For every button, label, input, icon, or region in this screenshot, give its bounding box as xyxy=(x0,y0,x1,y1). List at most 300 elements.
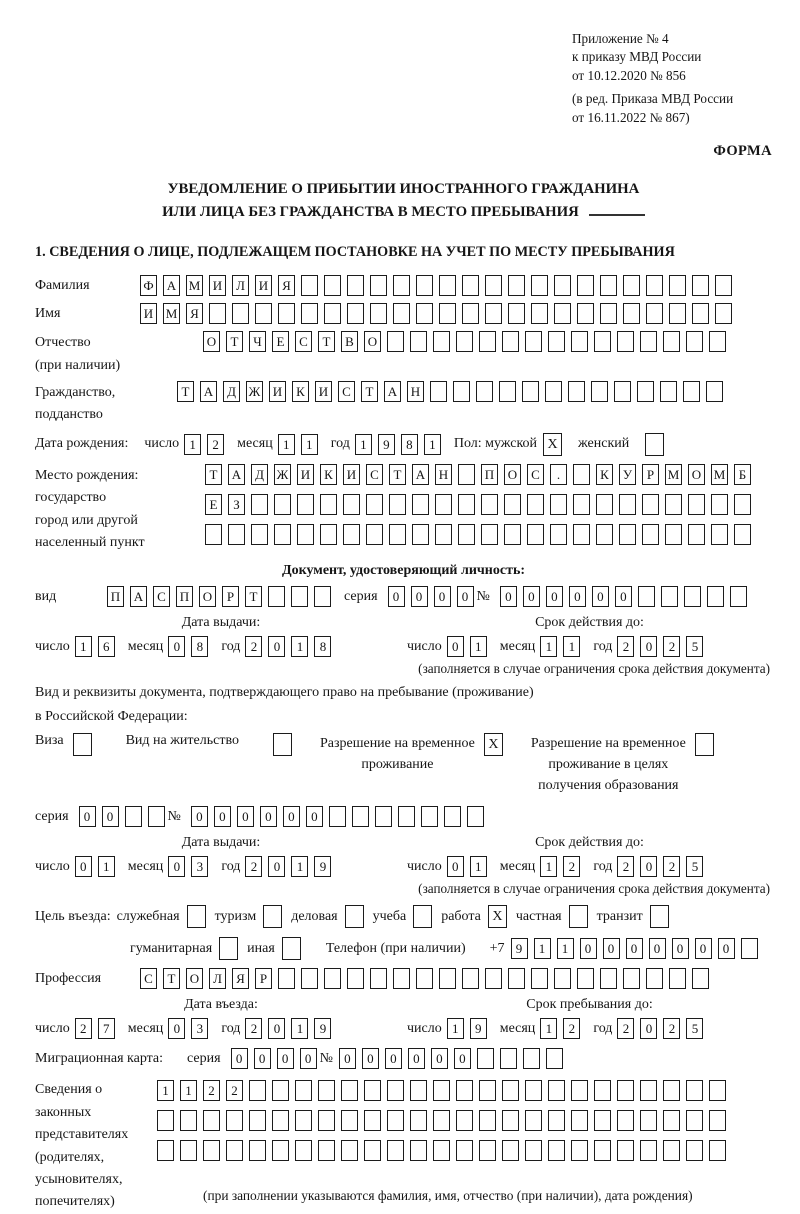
char-cell[interactable] xyxy=(686,1110,703,1131)
char-cell[interactable] xyxy=(232,303,249,324)
char-cell[interactable] xyxy=(387,1080,404,1101)
char-cell[interactable]: 0 xyxy=(615,586,632,607)
char-cell[interactable] xyxy=(301,303,318,324)
char-cell[interactable] xyxy=(412,524,429,545)
char-cell[interactable]: З xyxy=(228,494,245,515)
char-cell[interactable] xyxy=(527,524,544,545)
char-cell[interactable] xyxy=(640,1080,657,1101)
char-cell[interactable] xyxy=(314,586,331,607)
char-cell[interactable] xyxy=(594,1110,611,1131)
char-cell[interactable] xyxy=(366,494,383,515)
char-cell[interactable] xyxy=(684,586,701,607)
char-cell[interactable] xyxy=(410,331,427,352)
char-cell[interactable] xyxy=(669,303,686,324)
char-cell[interactable] xyxy=(226,1140,243,1161)
temp-permit-checkbox[interactable]: X xyxy=(484,733,503,756)
char-cell[interactable]: 0 xyxy=(640,1018,657,1039)
char-cell[interactable]: Т xyxy=(318,331,335,352)
purpose-tranzit-checkbox[interactable] xyxy=(650,905,669,928)
char-cell[interactable]: Т xyxy=(177,381,194,402)
char-cell[interactable]: О xyxy=(203,331,220,352)
char-cell[interactable] xyxy=(410,1110,427,1131)
char-cell[interactable]: Ф xyxy=(140,275,157,296)
char-cell[interactable]: Т xyxy=(389,464,406,485)
char-cell[interactable]: 8 xyxy=(191,636,208,657)
char-cell[interactable]: 0 xyxy=(191,806,208,827)
char-cell[interactable]: 0 xyxy=(362,1048,379,1069)
char-cell[interactable]: 1 xyxy=(355,434,372,455)
char-cell[interactable] xyxy=(272,1080,289,1101)
char-cell[interactable]: 0 xyxy=(434,586,451,607)
char-cell[interactable] xyxy=(341,1140,358,1161)
char-cell[interactable] xyxy=(329,806,346,827)
char-cell[interactable] xyxy=(485,968,502,989)
char-cell[interactable] xyxy=(577,303,594,324)
char-cell[interactable] xyxy=(525,1140,542,1161)
char-cell[interactable]: Т xyxy=(226,331,243,352)
char-cell[interactable]: 0 xyxy=(268,636,285,657)
char-cell[interactable] xyxy=(458,524,475,545)
char-cell[interactable]: 9 xyxy=(378,434,395,455)
char-cell[interactable]: Л xyxy=(232,275,249,296)
char-cell[interactable] xyxy=(157,1140,174,1161)
char-cell[interactable] xyxy=(180,1140,197,1161)
char-cell[interactable]: 1 xyxy=(540,636,557,657)
char-cell[interactable]: О xyxy=(688,464,705,485)
char-cell[interactable] xyxy=(548,331,565,352)
temp-permit-edu-checkbox[interactable] xyxy=(695,733,714,756)
char-cell[interactable]: 1 xyxy=(157,1080,174,1101)
char-cell[interactable] xyxy=(485,303,502,324)
char-cell[interactable] xyxy=(453,381,470,402)
char-cell[interactable] xyxy=(640,1110,657,1131)
char-cell[interactable]: Я xyxy=(278,275,295,296)
char-cell[interactable]: М xyxy=(186,275,203,296)
char-cell[interactable] xyxy=(456,1080,473,1101)
char-cell[interactable] xyxy=(709,1080,726,1101)
char-cell[interactable] xyxy=(663,331,680,352)
char-cell[interactable] xyxy=(741,938,758,959)
char-cell[interactable] xyxy=(525,1080,542,1101)
purpose-delovaya-checkbox[interactable] xyxy=(345,905,364,928)
char-cell[interactable] xyxy=(366,524,383,545)
char-cell[interactable] xyxy=(433,1110,450,1131)
char-cell[interactable]: С xyxy=(527,464,544,485)
char-cell[interactable]: С xyxy=(140,968,157,989)
char-cell[interactable] xyxy=(640,1140,657,1161)
char-cell[interactable]: 2 xyxy=(203,1080,220,1101)
char-cell[interactable] xyxy=(416,968,433,989)
char-cell[interactable] xyxy=(596,524,613,545)
char-cell[interactable]: 8 xyxy=(314,636,331,657)
char-cell[interactable] xyxy=(341,1080,358,1101)
char-cell[interactable] xyxy=(734,494,751,515)
char-cell[interactable] xyxy=(596,494,613,515)
char-cell[interactable] xyxy=(458,494,475,515)
char-cell[interactable] xyxy=(477,1048,494,1069)
char-cell[interactable]: 2 xyxy=(563,1018,580,1039)
char-cell[interactable] xyxy=(352,806,369,827)
char-cell[interactable] xyxy=(577,275,594,296)
char-cell[interactable] xyxy=(500,1048,517,1069)
char-cell[interactable] xyxy=(364,1140,381,1161)
char-cell[interactable]: О xyxy=(364,331,381,352)
char-cell[interactable]: Т xyxy=(361,381,378,402)
char-cell[interactable] xyxy=(249,1110,266,1131)
char-cell[interactable] xyxy=(456,1110,473,1131)
char-cell[interactable]: К xyxy=(292,381,309,402)
char-cell[interactable] xyxy=(272,1140,289,1161)
char-cell[interactable] xyxy=(502,1080,519,1101)
char-cell[interactable]: Д xyxy=(223,381,240,402)
char-cell[interactable] xyxy=(393,303,410,324)
char-cell[interactable] xyxy=(499,381,516,402)
char-cell[interactable] xyxy=(324,303,341,324)
char-cell[interactable] xyxy=(568,381,585,402)
char-cell[interactable] xyxy=(301,275,318,296)
char-cell[interactable] xyxy=(591,381,608,402)
char-cell[interactable]: 3 xyxy=(191,1018,208,1039)
char-cell[interactable]: 0 xyxy=(454,1048,471,1069)
char-cell[interactable]: И xyxy=(269,381,286,402)
char-cell[interactable] xyxy=(554,968,571,989)
char-cell[interactable] xyxy=(669,968,686,989)
char-cell[interactable] xyxy=(692,968,709,989)
char-cell[interactable]: М xyxy=(163,303,180,324)
char-cell[interactable] xyxy=(709,331,726,352)
char-cell[interactable] xyxy=(619,494,636,515)
char-cell[interactable]: 1 xyxy=(534,938,551,959)
char-cell[interactable]: А xyxy=(163,275,180,296)
char-cell[interactable]: П xyxy=(481,464,498,485)
char-cell[interactable]: С xyxy=(366,464,383,485)
char-cell[interactable]: 1 xyxy=(447,1018,464,1039)
char-cell[interactable]: К xyxy=(320,464,337,485)
char-cell[interactable]: 9 xyxy=(470,1018,487,1039)
char-cell[interactable] xyxy=(548,1110,565,1131)
char-cell[interactable] xyxy=(594,1140,611,1161)
char-cell[interactable]: 2 xyxy=(663,1018,680,1039)
char-cell[interactable]: 0 xyxy=(718,938,735,959)
char-cell[interactable]: 2 xyxy=(75,1018,92,1039)
char-cell[interactable] xyxy=(458,464,475,485)
char-cell[interactable] xyxy=(638,586,655,607)
char-cell[interactable] xyxy=(642,494,659,515)
char-cell[interactable] xyxy=(594,1080,611,1101)
char-cell[interactable] xyxy=(522,381,539,402)
char-cell[interactable] xyxy=(435,524,452,545)
char-cell[interactable] xyxy=(433,331,450,352)
char-cell[interactable]: А xyxy=(228,464,245,485)
char-cell[interactable]: 2 xyxy=(617,636,634,657)
char-cell[interactable]: 0 xyxy=(168,856,185,877)
char-cell[interactable] xyxy=(410,1080,427,1101)
char-cell[interactable] xyxy=(706,381,723,402)
char-cell[interactable] xyxy=(203,1110,220,1131)
char-cell[interactable] xyxy=(637,381,654,402)
char-cell[interactable] xyxy=(295,1140,312,1161)
char-cell[interactable] xyxy=(711,524,728,545)
char-cell[interactable] xyxy=(600,275,617,296)
char-cell[interactable] xyxy=(456,1140,473,1161)
char-cell[interactable]: И xyxy=(297,464,314,485)
char-cell[interactable] xyxy=(688,524,705,545)
char-cell[interactable]: 0 xyxy=(231,1048,248,1069)
char-cell[interactable]: Р xyxy=(222,586,239,607)
char-cell[interactable]: О xyxy=(504,464,521,485)
char-cell[interactable] xyxy=(320,524,337,545)
char-cell[interactable] xyxy=(249,1080,266,1101)
char-cell[interactable] xyxy=(571,1110,588,1131)
char-cell[interactable]: 0 xyxy=(672,938,689,959)
char-cell[interactable]: Я xyxy=(186,303,203,324)
char-cell[interactable]: 0 xyxy=(695,938,712,959)
char-cell[interactable] xyxy=(439,968,456,989)
residence-permit-checkbox[interactable] xyxy=(273,733,292,756)
char-cell[interactable] xyxy=(504,524,521,545)
char-cell[interactable] xyxy=(347,275,364,296)
char-cell[interactable] xyxy=(341,1110,358,1131)
char-cell[interactable]: Д xyxy=(251,464,268,485)
char-cell[interactable] xyxy=(525,331,542,352)
purpose-sluzhebnaya-checkbox[interactable] xyxy=(187,905,206,928)
char-cell[interactable]: Ж xyxy=(274,464,291,485)
char-cell[interactable] xyxy=(508,275,525,296)
char-cell[interactable] xyxy=(439,303,456,324)
char-cell[interactable] xyxy=(444,806,461,827)
char-cell[interactable] xyxy=(546,1048,563,1069)
char-cell[interactable]: 0 xyxy=(300,1048,317,1069)
char-cell[interactable]: С xyxy=(153,586,170,607)
char-cell[interactable] xyxy=(370,303,387,324)
sex-male-checkbox[interactable]: X xyxy=(543,433,562,456)
char-cell[interactable] xyxy=(387,331,404,352)
char-cell[interactable]: 0 xyxy=(237,806,254,827)
char-cell[interactable] xyxy=(660,381,677,402)
char-cell[interactable] xyxy=(320,494,337,515)
char-cell[interactable]: 3 xyxy=(191,856,208,877)
char-cell[interactable] xyxy=(278,968,295,989)
char-cell[interactable] xyxy=(525,1110,542,1131)
char-cell[interactable]: 2 xyxy=(245,1018,262,1039)
char-cell[interactable] xyxy=(646,303,663,324)
char-cell[interactable] xyxy=(370,968,387,989)
char-cell[interactable] xyxy=(523,1048,540,1069)
char-cell[interactable] xyxy=(617,1140,634,1161)
char-cell[interactable]: 1 xyxy=(563,636,580,657)
char-cell[interactable] xyxy=(617,331,634,352)
char-cell[interactable] xyxy=(479,1110,496,1131)
char-cell[interactable]: Р xyxy=(255,968,272,989)
char-cell[interactable]: Т xyxy=(163,968,180,989)
char-cell[interactable] xyxy=(456,331,473,352)
char-cell[interactable] xyxy=(600,303,617,324)
char-cell[interactable]: Я xyxy=(232,968,249,989)
char-cell[interactable] xyxy=(707,586,724,607)
char-cell[interactable]: С xyxy=(295,331,312,352)
char-cell[interactable]: 9 xyxy=(314,856,331,877)
char-cell[interactable] xyxy=(730,586,747,607)
char-cell[interactable] xyxy=(387,1140,404,1161)
char-cell[interactable] xyxy=(550,494,567,515)
char-cell[interactable] xyxy=(416,303,433,324)
char-cell[interactable]: А xyxy=(130,586,147,607)
char-cell[interactable] xyxy=(688,494,705,515)
char-cell[interactable]: П xyxy=(176,586,193,607)
char-cell[interactable] xyxy=(692,275,709,296)
char-cell[interactable]: Р xyxy=(642,464,659,485)
char-cell[interactable] xyxy=(209,303,226,324)
char-cell[interactable] xyxy=(617,1110,634,1131)
char-cell[interactable]: 1 xyxy=(557,938,574,959)
char-cell[interactable] xyxy=(249,1140,266,1161)
char-cell[interactable] xyxy=(686,331,703,352)
title-blank-line[interactable] xyxy=(589,202,645,216)
char-cell[interactable]: . xyxy=(550,464,567,485)
char-cell[interactable]: О xyxy=(199,586,216,607)
char-cell[interactable]: 5 xyxy=(686,1018,703,1039)
char-cell[interactable] xyxy=(623,303,640,324)
char-cell[interactable]: 2 xyxy=(207,434,224,455)
char-cell[interactable] xyxy=(274,524,291,545)
char-cell[interactable] xyxy=(663,1110,680,1131)
char-cell[interactable] xyxy=(692,303,709,324)
char-cell[interactable] xyxy=(481,494,498,515)
char-cell[interactable] xyxy=(527,494,544,515)
char-cell[interactable] xyxy=(665,524,682,545)
char-cell[interactable] xyxy=(502,331,519,352)
char-cell[interactable] xyxy=(617,1080,634,1101)
char-cell[interactable] xyxy=(571,1080,588,1101)
char-cell[interactable]: 0 xyxy=(649,938,666,959)
char-cell[interactable]: В xyxy=(341,331,358,352)
char-cell[interactable] xyxy=(548,1080,565,1101)
char-cell[interactable]: 2 xyxy=(226,1080,243,1101)
char-cell[interactable]: 0 xyxy=(592,586,609,607)
char-cell[interactable] xyxy=(663,1140,680,1161)
char-cell[interactable] xyxy=(623,275,640,296)
char-cell[interactable]: 0 xyxy=(523,586,540,607)
char-cell[interactable] xyxy=(370,275,387,296)
char-cell[interactable] xyxy=(715,275,732,296)
char-cell[interactable]: 0 xyxy=(385,1048,402,1069)
char-cell[interactable]: 1 xyxy=(98,856,115,877)
char-cell[interactable] xyxy=(623,968,640,989)
char-cell[interactable]: 8 xyxy=(401,434,418,455)
char-cell[interactable] xyxy=(318,1110,335,1131)
char-cell[interactable]: 0 xyxy=(626,938,643,959)
char-cell[interactable] xyxy=(573,524,590,545)
char-cell[interactable]: И xyxy=(315,381,332,402)
char-cell[interactable] xyxy=(467,806,484,827)
char-cell[interactable] xyxy=(531,968,548,989)
char-cell[interactable] xyxy=(594,331,611,352)
char-cell[interactable] xyxy=(389,524,406,545)
char-cell[interactable] xyxy=(203,1140,220,1161)
char-cell[interactable] xyxy=(462,275,479,296)
char-cell[interactable] xyxy=(278,303,295,324)
char-cell[interactable]: 0 xyxy=(79,806,96,827)
char-cell[interactable]: 1 xyxy=(184,434,201,455)
char-cell[interactable] xyxy=(548,1140,565,1161)
char-cell[interactable] xyxy=(476,381,493,402)
char-cell[interactable]: 1 xyxy=(470,636,487,657)
char-cell[interactable]: 0 xyxy=(268,1018,285,1039)
char-cell[interactable]: П xyxy=(107,586,124,607)
char-cell[interactable]: 2 xyxy=(617,856,634,877)
char-cell[interactable] xyxy=(148,806,165,827)
char-cell[interactable] xyxy=(665,494,682,515)
char-cell[interactable]: К xyxy=(596,464,613,485)
char-cell[interactable] xyxy=(550,524,567,545)
char-cell[interactable]: 0 xyxy=(500,586,517,607)
char-cell[interactable] xyxy=(398,806,415,827)
char-cell[interactable]: С xyxy=(338,381,355,402)
char-cell[interactable]: И xyxy=(343,464,360,485)
char-cell[interactable]: 2 xyxy=(245,636,262,657)
char-cell[interactable]: Т xyxy=(245,586,262,607)
char-cell[interactable]: 2 xyxy=(563,856,580,877)
char-cell[interactable]: Ч xyxy=(249,331,266,352)
char-cell[interactable] xyxy=(324,275,341,296)
char-cell[interactable]: 1 xyxy=(470,856,487,877)
char-cell[interactable] xyxy=(435,494,452,515)
char-cell[interactable]: 0 xyxy=(603,938,620,959)
char-cell[interactable] xyxy=(268,586,285,607)
char-cell[interactable]: 0 xyxy=(447,856,464,877)
purpose-rabota-checkbox[interactable]: X xyxy=(488,905,507,928)
char-cell[interactable]: 0 xyxy=(411,586,428,607)
visa-checkbox[interactable] xyxy=(73,733,92,756)
char-cell[interactable] xyxy=(646,968,663,989)
char-cell[interactable] xyxy=(251,494,268,515)
char-cell[interactable] xyxy=(573,494,590,515)
purpose-gumanitarnaya-checkbox[interactable] xyxy=(219,937,238,960)
char-cell[interactable]: 0 xyxy=(457,586,474,607)
char-cell[interactable]: 5 xyxy=(686,856,703,877)
char-cell[interactable]: И xyxy=(140,303,157,324)
char-cell[interactable]: 0 xyxy=(268,856,285,877)
char-cell[interactable] xyxy=(410,1140,427,1161)
char-cell[interactable] xyxy=(439,275,456,296)
char-cell[interactable] xyxy=(318,1080,335,1101)
char-cell[interactable] xyxy=(619,524,636,545)
char-cell[interactable]: У xyxy=(619,464,636,485)
char-cell[interactable]: Е xyxy=(205,494,222,515)
char-cell[interactable]: 0 xyxy=(388,586,405,607)
char-cell[interactable] xyxy=(642,524,659,545)
char-cell[interactable] xyxy=(715,303,732,324)
char-cell[interactable]: 0 xyxy=(260,806,277,827)
char-cell[interactable] xyxy=(481,524,498,545)
char-cell[interactable]: О xyxy=(186,968,203,989)
char-cell[interactable]: 0 xyxy=(277,1048,294,1069)
char-cell[interactable] xyxy=(125,806,142,827)
char-cell[interactable] xyxy=(272,1110,289,1131)
char-cell[interactable]: 0 xyxy=(408,1048,425,1069)
char-cell[interactable] xyxy=(502,1140,519,1161)
char-cell[interactable]: 2 xyxy=(663,636,680,657)
char-cell[interactable] xyxy=(711,494,728,515)
char-cell[interactable] xyxy=(205,524,222,545)
char-cell[interactable] xyxy=(389,494,406,515)
char-cell[interactable] xyxy=(364,1110,381,1131)
char-cell[interactable]: 1 xyxy=(424,434,441,455)
char-cell[interactable] xyxy=(573,464,590,485)
char-cell[interactable] xyxy=(669,275,686,296)
char-cell[interactable]: 9 xyxy=(314,1018,331,1039)
char-cell[interactable] xyxy=(485,275,502,296)
